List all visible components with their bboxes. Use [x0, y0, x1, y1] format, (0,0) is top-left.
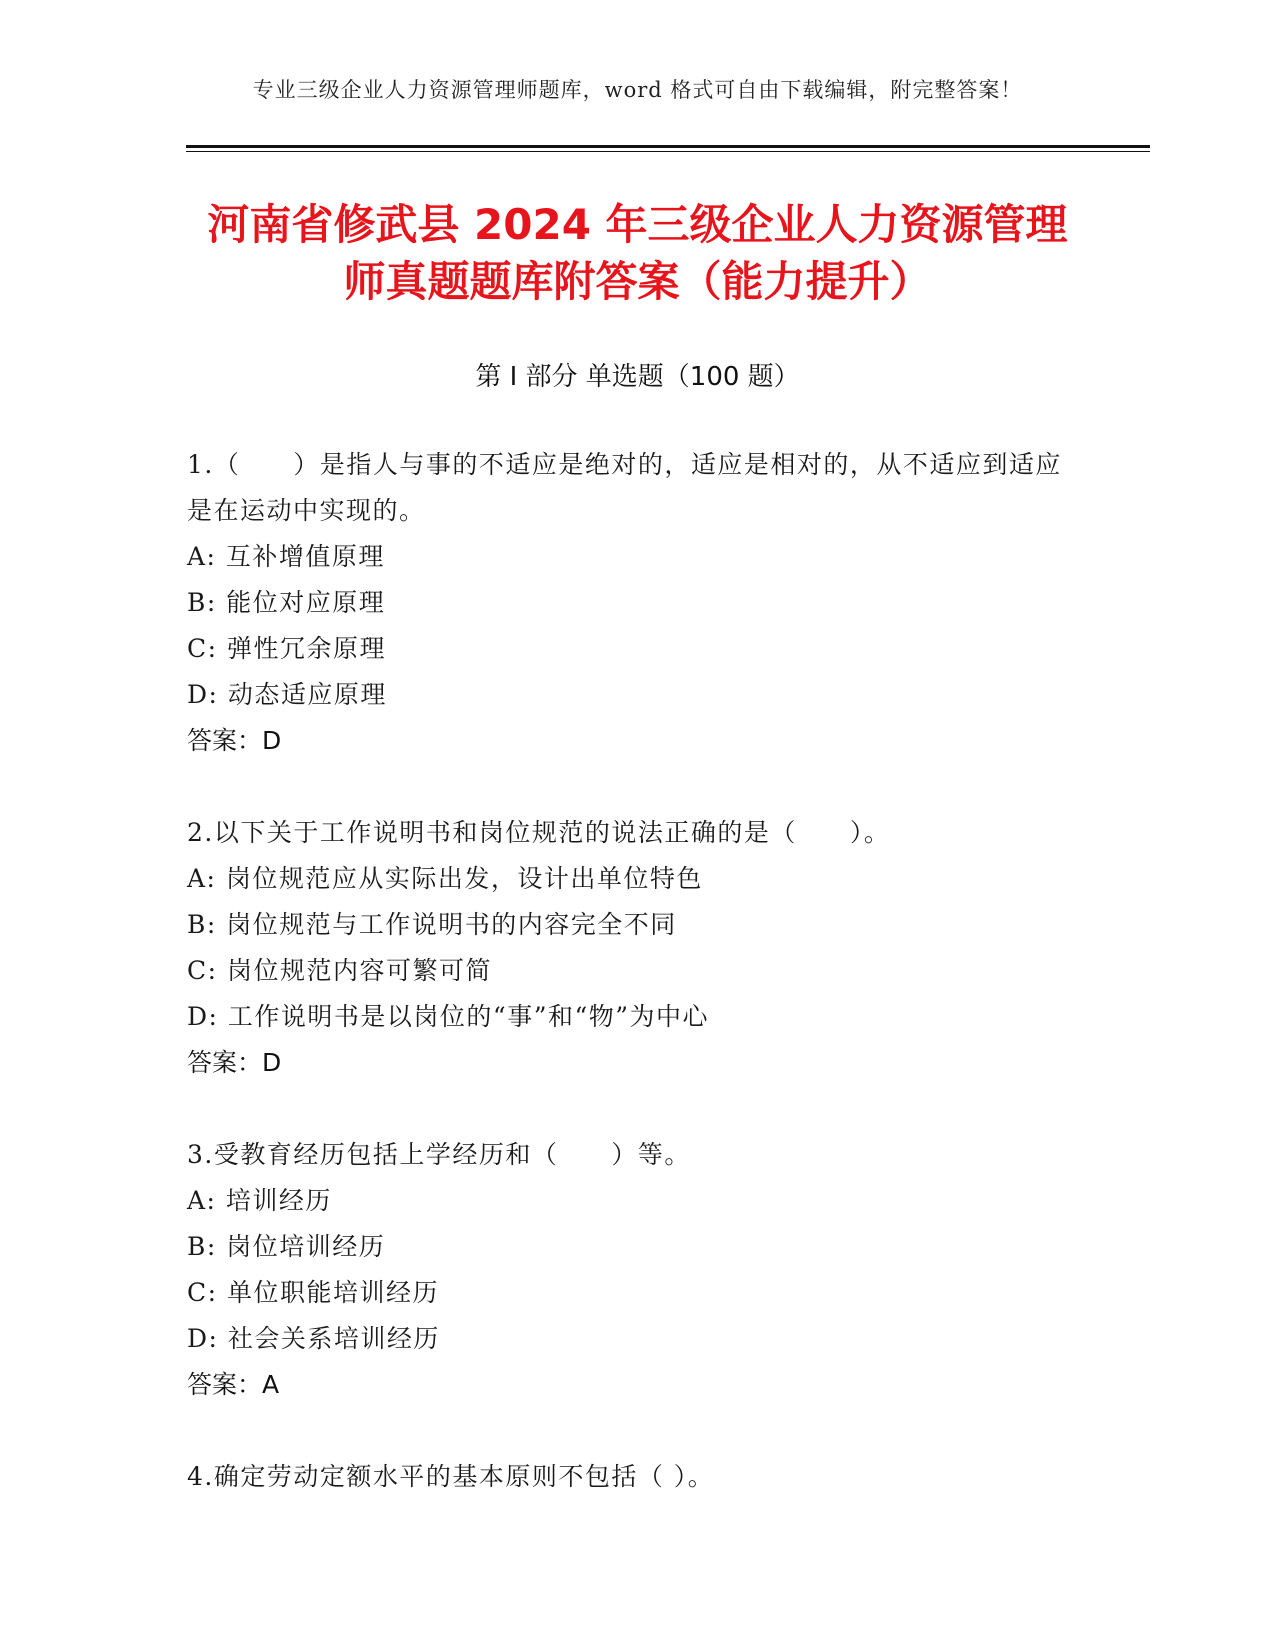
option-d: D: 动态适应原理 — [187, 680, 387, 709]
answer: 答案：D — [187, 1048, 282, 1077]
answer: 答案：D — [187, 726, 282, 755]
option-b: B: 能位对应原理 — [187, 588, 386, 617]
question-4 — [187, 1454, 1067, 1500]
header-rule-thin — [186, 151, 1150, 152]
question-1 — [187, 442, 1067, 764]
question-stem: 3.受教育经历包括上学经历和（ ）等。 — [187, 1140, 691, 1169]
answer: 答案：A — [187, 1370, 280, 1399]
question-stem: 4.确定劳动定额水平的基本原则不包括（ ）。 — [187, 1462, 715, 1491]
document-title-line-1: 河南省修武县 2024 年三级企业人力资源管理 — [207, 200, 1068, 249]
option-c: C: 单位职能培训经历 — [187, 1278, 439, 1307]
option-c: C: 弹性冗余原理 — [187, 634, 386, 663]
section-title: 第 I 部分 单选题（100 题） — [475, 362, 800, 392]
header-rule-thick — [186, 145, 1150, 148]
option-a: A: 岗位规范应从实际出发，设计出单位特色 — [187, 864, 703, 893]
option-a: A: 互补增值原理 — [187, 542, 385, 571]
question-stem: 2.以下关于工作说明书和岗位规范的说法正确的是（ ）。 — [187, 818, 891, 847]
option-b: B: 岗位培训经历 — [187, 1232, 386, 1261]
option-c: C: 岗位规范内容可繁可简 — [187, 956, 492, 985]
question-stem: 1.（ ）是指人与事的不适应是绝对的，适应是相对的，从不适应到适应是在运动中实现的。 — [187, 450, 1062, 525]
option-d: D: 工作说明书是以岗位的“事”和“物”为中心 — [187, 1002, 710, 1031]
header-note: 专业三级企业人力资源管理师题库，word 格式可自由下载编辑，附完整答案！ — [252, 78, 1023, 102]
question-3 — [187, 1132, 1067, 1408]
option-a: A: 培训经历 — [187, 1186, 332, 1215]
question-2 — [187, 810, 1067, 1086]
document-title-line-2: 师真题题库附答案（能力提升） — [343, 257, 932, 306]
option-d: D: 社会关系培训经历 — [187, 1324, 440, 1353]
option-b: B: 岗位规范与工作说明书的内容完全不同 — [187, 910, 677, 939]
document-title — [150, 196, 1125, 310]
question-list — [187, 442, 1067, 1546]
